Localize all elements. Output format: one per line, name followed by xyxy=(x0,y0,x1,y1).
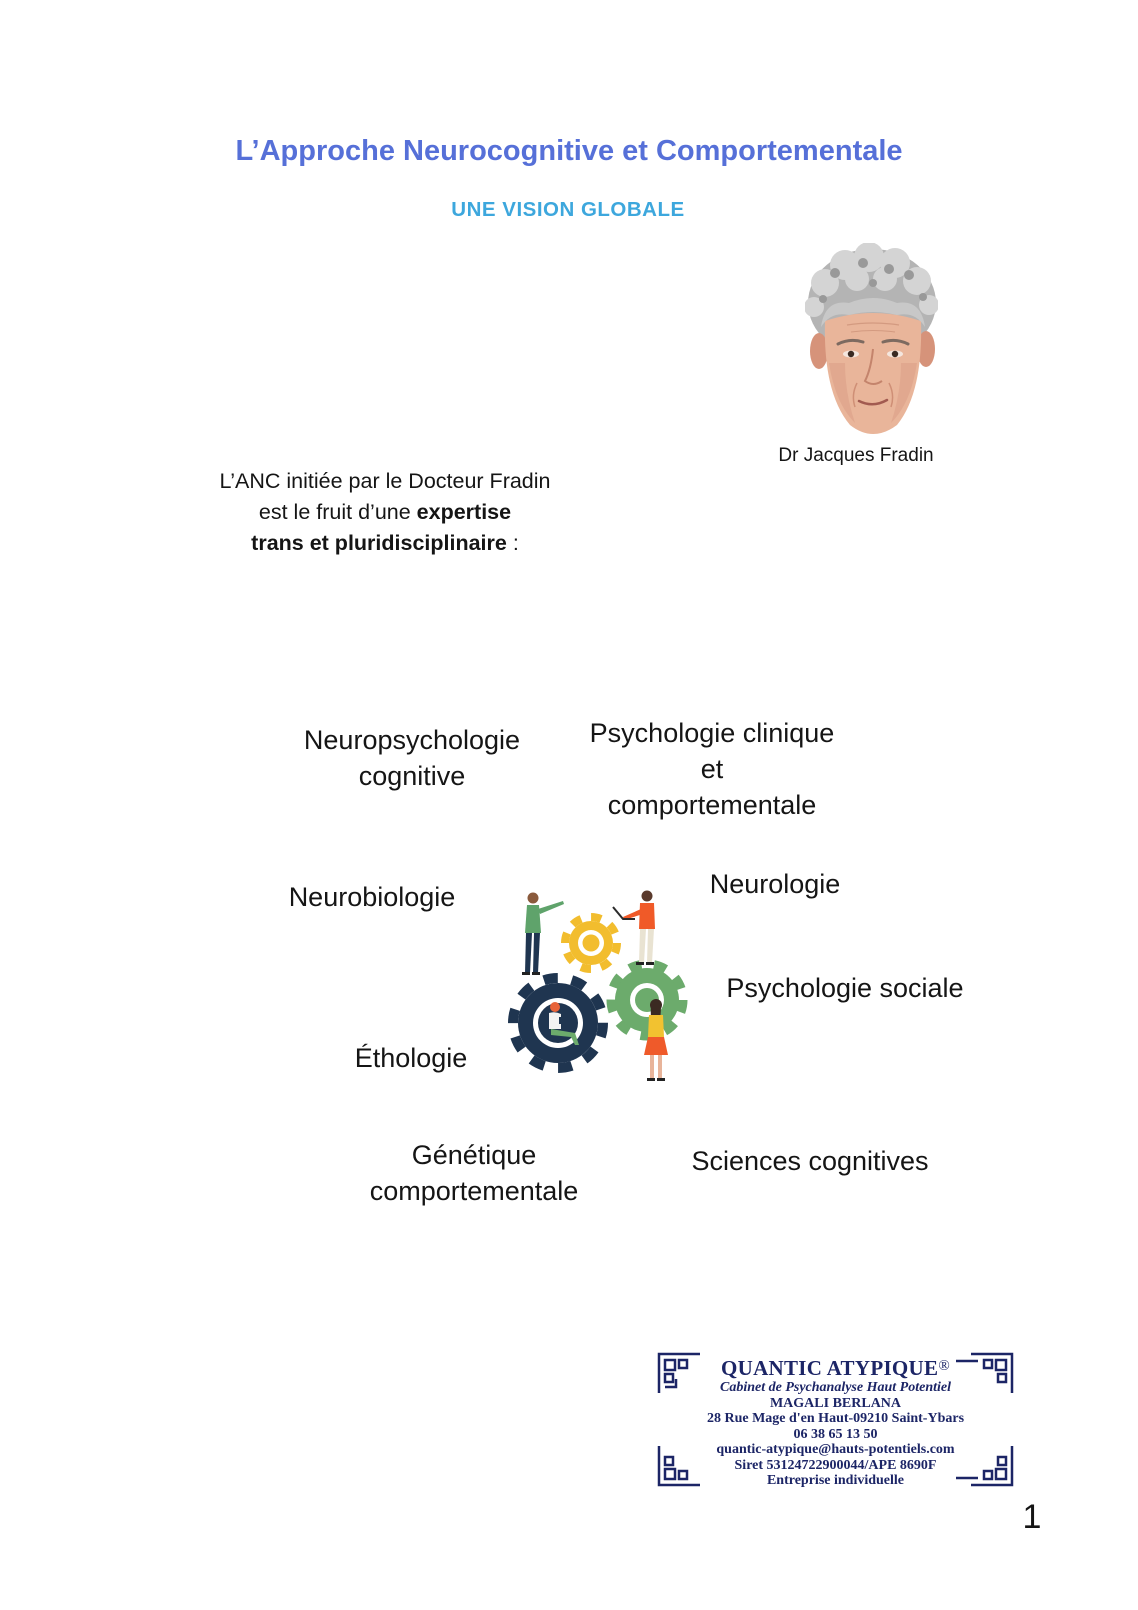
company-stamp xyxy=(656,1351,1015,1488)
discipline-line: Neuropsychologie xyxy=(303,725,521,755)
intro-paragraph xyxy=(165,466,605,559)
stamp-email: quantic-atypique@hauts-potentiels.com xyxy=(716,1442,955,1457)
intro-line-2-text: est le fruit d’une xyxy=(258,500,417,524)
discipline-psychologie-sociale xyxy=(695,970,995,1006)
gears-illustration xyxy=(505,887,693,1084)
stamp-phone: 06 38 65 13 50 xyxy=(793,1426,878,1442)
discipline-ethologie xyxy=(311,1040,511,1076)
intro-line-3-suffix: : xyxy=(506,531,519,555)
stamp-status: Entreprise individuelle xyxy=(766,1473,905,1488)
discipline-line: Génétique xyxy=(411,1140,537,1170)
discipline-line: comportementale xyxy=(369,1176,579,1206)
discipline-line: cognitive xyxy=(358,761,466,791)
stamp-text xyxy=(656,1355,1015,1489)
man-pointing-icon xyxy=(522,893,564,976)
stamp-owner: MAGALI BERLANA xyxy=(769,1395,902,1411)
registered-mark: ® xyxy=(938,1358,951,1374)
stamp-name-text: QUANTIC ATYPIQUE xyxy=(720,1356,939,1380)
discipline-line: Sciences cognitives xyxy=(691,1146,929,1176)
discipline-psychologie-clinique xyxy=(552,715,872,823)
portrait-caption: Dr Jacques Fradin xyxy=(778,445,934,466)
portrait-photo xyxy=(805,243,938,441)
discipline-genetique-comportementale xyxy=(324,1137,624,1209)
discipline-line: Psychologie clinique xyxy=(589,718,835,748)
stamp-address: 28 Rue Mage d'en Haut-09210 Saint-Ybars xyxy=(706,1411,965,1426)
discipline-sciences-cognitives xyxy=(660,1143,960,1179)
yellow-gear-icon xyxy=(565,917,617,969)
stamp-siret: Siret 53124722900044/APE 8690F xyxy=(734,1457,937,1473)
discipline-neuropsychologie xyxy=(262,722,562,794)
stamp-subtitle: Cabinet de Psychanalyse Haut Potentiel xyxy=(720,1380,951,1395)
discipline-line: Neurologie xyxy=(709,869,841,899)
intro-line-2 xyxy=(165,497,605,528)
page-number: 1 xyxy=(1022,1498,1042,1536)
page-title: L’Approche Neurocognitive et Comportementale xyxy=(235,135,903,167)
intro-line-3 xyxy=(165,528,605,559)
discipline-neurologie xyxy=(675,866,875,902)
intro-emphasis-expertise: expertise xyxy=(416,500,512,524)
discipline-line: et xyxy=(700,754,724,784)
man-laptop-icon xyxy=(613,891,655,966)
discipline-line: comportementale xyxy=(607,790,817,820)
discipline-line: Éthologie xyxy=(354,1043,468,1073)
intro-emphasis-disciplines: trans et pluridisciplinaire xyxy=(251,531,507,555)
discipline-neurobiologie xyxy=(252,879,492,915)
page-subtitle: UNE VISION GLOBALE xyxy=(451,198,685,221)
stamp-company-name xyxy=(656,1355,1015,1380)
discipline-line: Psychologie sociale xyxy=(726,973,964,1003)
green-gear-icon xyxy=(611,964,683,1036)
discipline-line: Neurobiologie xyxy=(288,882,456,912)
intro-line-1: L’ANC initiée par le Docteur Fradin xyxy=(219,469,551,493)
